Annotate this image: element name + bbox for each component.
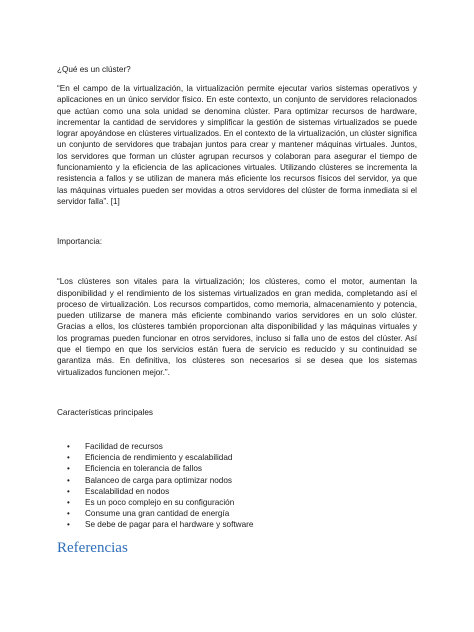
bullet-icon: • (67, 520, 70, 530)
spacer (57, 378, 417, 407)
paragraph-importance: “Los clústeres son vitales para la virtualización; los clústeres, como el motor, aumentan la disponibilidad y el rendimiento de los sistemas virtualizados en gran medida, completando así el proceso de virtualización. Los recursos compartidos, como memoria, almacenamiento y potencia, pueden utilizarse de manera más eficiente combinando varios servidores en un solo clúster. Gracias a ellos, los clústeres también proporcionan alta disponibilidad y las máquinas virtuales y los programas pueden funcionar en otros servidores, incluso si falla uno de estos del clúster. Así que el tiempo en que los servicios están fuera de servicio es reducido y su continuidad se garantiza más. En definitiva, los clústeres son necesarios si se desea que los sistemas virtualizados funcionen mejor.”. (57, 277, 417, 377)
list-item-text: Consume una gran cantidad de energía (85, 509, 230, 519)
section-heading-importance: Importancia: (57, 237, 103, 247)
bullet-icon: • (67, 441, 70, 451)
list-item (57, 463, 417, 474)
list-item (57, 486, 417, 497)
list-item-text: Eficiencia de rendimiento y escalabilidad (85, 453, 233, 463)
section-heading-features: Características principales (57, 407, 154, 417)
list-item-text: Eficiencia en tolerancia de fallos (85, 464, 202, 474)
list-item (57, 508, 417, 519)
list-item-text: Escalabilidad en nodos (85, 486, 170, 496)
spacer (57, 247, 417, 276)
features-list (57, 441, 417, 531)
bullet-icon: • (67, 453, 70, 463)
list-item-text: Facilidad de recursos (85, 441, 163, 451)
list-item (57, 497, 417, 508)
list-item (57, 452, 417, 463)
list-item (57, 519, 417, 530)
spacer (57, 418, 417, 441)
spacer (57, 75, 417, 83)
document-body (57, 64, 417, 557)
references-heading: Referencias (57, 539, 128, 556)
bullet-icon: • (67, 486, 70, 496)
spacer (57, 531, 417, 539)
list-item-text: Balanceo de carga para optimizar nodos (85, 475, 233, 485)
list-item (57, 475, 417, 486)
section-heading-what-is-cluster: ¿Qué es un clúster? (57, 65, 131, 74)
bullet-icon: • (67, 497, 70, 507)
bullet-icon: • (67, 475, 70, 485)
list-item (57, 441, 417, 452)
spacer (57, 207, 417, 236)
paragraph-what-is-cluster: “En el campo de la virtualización, la virtualización permite ejecutar varios sistemas operativos y aplicaciones en un único servidor físico. En este contexto, un conjunto de servidores relacionados que actúan como una sola unidad se denomina clúster. Para optimizar recursos de hardware, incrementar la cantidad de servidores y simplificar la gestión de sistemas virtualizados se puede lograr apoyándose en clústeres virtualizados. En el contexto de la virtualización, un clúster significa un conjunto de servidores que trabajan juntos para crear y mantener máquinas virtuales. Juntos, los servidores que forman un clúster agrupan recursos y colaboran para asegurar el tiempo de funcionamiento y la eficiencia de las aplicaciones virtuales. Utilizando clústeres se incrementa la resistencia a fallos y se utilizan de manera más eficiente los recursos físicos del servidor, ya que las máquinas virtuales pueden ser movidas a otros servidores del clúster de forma inmediata si el servidor falla”. [1] (57, 84, 417, 206)
list-item-text: Es un poco complejo en su configuración (85, 497, 235, 507)
list-item-text: Se debe de pagar para el hardware y software (85, 520, 254, 530)
bullet-icon: • (67, 464, 70, 474)
bullet-icon: • (67, 509, 70, 519)
